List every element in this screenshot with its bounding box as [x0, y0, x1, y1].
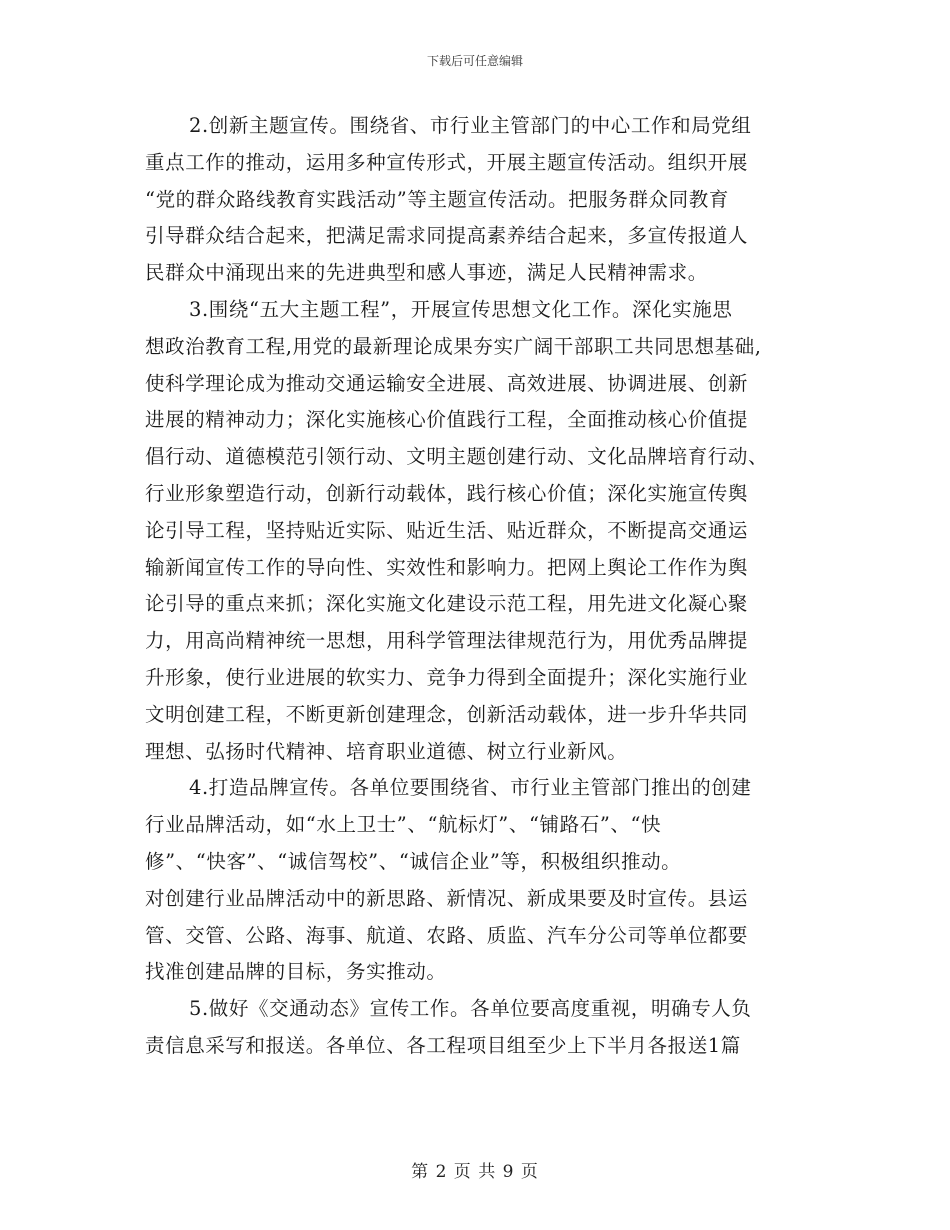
paragraph-line: 重点工作的推动，运用多种宣传形式，开展主题宣传活动。组织开展 [145, 150, 749, 174]
paragraph-line: 进展的精神动力；深化实施核心价值践行工程，全面推动核心价值提 [145, 408, 749, 432]
document-body [145, 108, 805, 1065]
paragraph-line: 4.打造品牌宣传。各单位要围绕省、市行业主管部门推出的创建 [189, 776, 752, 800]
paragraph-line: “党的群众路线教育实践活动”等主题宣传活动。把服务群众同教育 [145, 187, 729, 211]
paragraph-line: 倡行动、道德模范引领行动、文明主题创建行动、文化品牌培育行动、 [145, 445, 769, 469]
paragraph-line: 文明创建工程，不断更新创建理念，创新活动载体，进一步升华共同 [145, 702, 749, 726]
paragraph-line: 想政治教育工程,用党的最新理论成果夯实广阔干部职工共同思想基础, [145, 334, 762, 358]
paragraph-line: 3.围绕“五大主题工程”，开展宣传思想文化工作。深化实施思 [189, 297, 733, 321]
paragraph-line: 输新闻宣传工作的导向性、实效性和影响力。把网上舆论工作作为舆 [145, 555, 749, 579]
paragraph-line: 升形象，使行业进展的软实力、竞争力得到全面提升；深化实施行业 [145, 665, 749, 689]
paragraph-line: 5.做好《交通动态》宣传工作。各单位要高度重视，明确专人负 [189, 997, 752, 1021]
paragraph-line: 论引导的重点来抓；深化实施文化建设示范工程，用先进文化凝心聚 [145, 592, 749, 616]
paragraph-line: 引导群众结合起来，把满足需求同提高素养结合起来，多宣传报道人 [145, 224, 749, 248]
paragraph-3 [145, 292, 805, 770]
paragraph-5 [145, 991, 805, 1065]
paragraph-line: 管、交管、公路、海事、航道、农路、质监、汽车分公司等单位都要 [145, 923, 749, 947]
paragraph-line: 2.创新主题宣传。围绕省、市行业主管部门的中心工作和局党组 [189, 114, 752, 137]
paragraph-line: 民群众中涌现出来的先进典型和感人事迹，满足人民精神需求。 [145, 261, 708, 285]
paragraph-line: 对创建行业品牌活动中的新思路、新情况、新成果要及时宣传。县运 [145, 886, 749, 910]
page-number-footer: 第 2 页 共 9 页 [411, 1162, 539, 1182]
paragraph-line: 使科学理论成为推动交通运输安全进展、高效进展、协调进展、创新 [145, 371, 749, 395]
paragraph-line: 力，用高尚精神统一思想，用科学管理法律规范行为，用优秀品牌提 [145, 629, 749, 653]
paragraph-line: 责信息采写和报送。各单位、各工程项目组至少上下半月各报送1篇 [145, 1033, 741, 1057]
paragraph-line: 行业形象塑造行动，创新行动载体，践行核心价值；深化实施宣传舆 [145, 481, 749, 505]
paragraph-2 [145, 108, 805, 292]
paragraph-line: 理想、弘扬时代精神、培育职业道德、树立行业新风。 [145, 739, 628, 763]
paragraph-4 [145, 770, 805, 991]
paragraph-line: 行业品牌活动，如“水上卫士”、“航标灯”、“铺路石”、“快 [145, 813, 662, 837]
paragraph-line: 修”、“快客”、“诚信驾校”、“诚信企业”等，积极组织推动。 [145, 849, 682, 873]
page-header-note: 下载后可任意编辑 [426, 54, 523, 68]
paragraph-line: 找准创建品牌的目标，务实推动。 [145, 960, 447, 984]
paragraph-line: 论引导工程，坚持贴近实际、贴近生活、贴近群众，不断提高交通运 [145, 518, 749, 542]
